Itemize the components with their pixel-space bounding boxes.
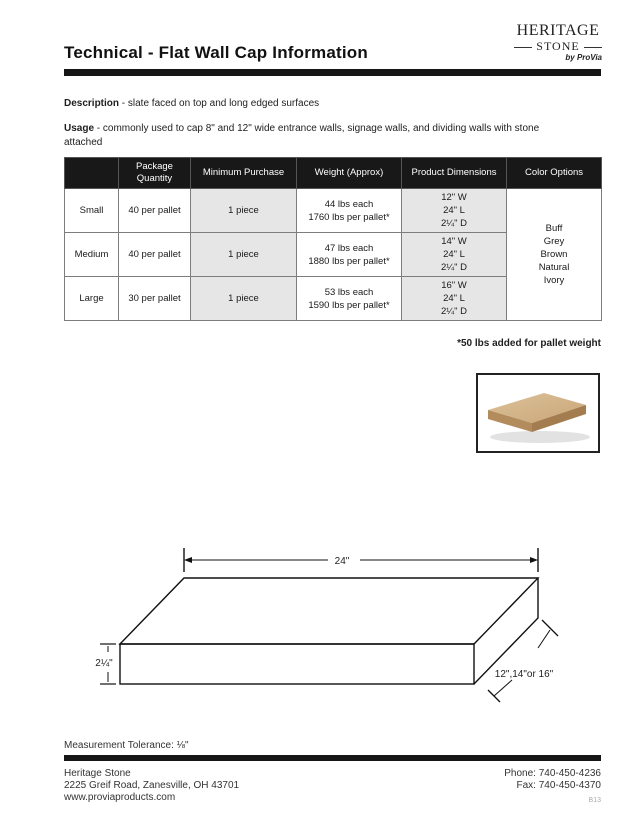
footer-phone: Phone: 740-450-4236	[504, 768, 601, 779]
dim-depth: 2¼" D	[440, 306, 468, 317]
dim-length: 24" L	[443, 293, 465, 304]
description-text: - slate faced on top and long edged surfaces	[119, 98, 320, 109]
dim-length: 24" L	[443, 205, 465, 216]
footer-website-link[interactable]: www.proviaproducts.com	[64, 792, 176, 803]
wall-cap-dimension-drawing	[60, 540, 560, 715]
weight-each: 47 lbs each	[324, 242, 374, 254]
heritage-stone-logo	[508, 22, 608, 72]
dim-depth: 2¼" D	[440, 262, 468, 273]
weight-cell	[297, 189, 402, 233]
color-option: Buff	[545, 223, 563, 234]
color-option: Natural	[538, 262, 570, 273]
color-option: Grey	[543, 236, 565, 247]
header-product-dimensions: Product Dimensions	[402, 158, 507, 189]
dimensions-cell	[402, 277, 507, 321]
header-size	[65, 158, 119, 189]
logo-provia-text: by ProVia	[565, 53, 602, 62]
minimum-cell: 1 piece	[191, 233, 297, 277]
wall-cap-outline	[120, 578, 538, 684]
description-paragraph	[64, 97, 574, 111]
size-cell: Medium	[65, 233, 119, 277]
usage-paragraph	[64, 122, 574, 150]
width-dimension-line	[488, 620, 558, 702]
table-row	[65, 189, 602, 233]
page-title: Technical - Flat Wall Cap Information	[64, 43, 368, 62]
weight-cell	[297, 277, 402, 321]
dim-length: 24" L	[443, 249, 465, 260]
logo-stone-text: STONE	[508, 39, 608, 54]
minimum-cell: 1 piece	[191, 189, 297, 233]
pallet-weight-note: *50 lbs added for pallet weight	[457, 338, 601, 349]
page-number: B13	[588, 797, 601, 804]
length-dimension-line	[184, 548, 538, 572]
header-minimum-purchase: Minimum Purchase	[191, 158, 297, 189]
dim-width: 14" W	[441, 236, 467, 247]
table-header-row	[65, 158, 602, 189]
usage-label: Usage	[64, 123, 95, 134]
footer-contact-block	[504, 768, 601, 792]
package-cell: 40 per pallet	[119, 233, 191, 277]
weight-pallet: 1590 lbs per pallet*	[308, 299, 390, 311]
package-cell: 40 per pallet	[119, 189, 191, 233]
specification-table	[64, 157, 602, 321]
dimensions-cell	[402, 189, 507, 233]
package-cell: 30 per pallet	[119, 277, 191, 321]
header-package-quantity: Package Quantity	[119, 158, 191, 189]
header-weight: Weight (Approx)	[297, 158, 402, 189]
height-label: 2¼"	[95, 658, 113, 669]
footer-address-block	[64, 768, 239, 804]
weight-cell	[297, 233, 402, 277]
size-cell: Large	[65, 277, 119, 321]
title-divider	[64, 69, 601, 76]
weight-each: 53 lbs each	[324, 286, 374, 298]
minimum-cell: 1 piece	[191, 277, 297, 321]
product-photo	[476, 373, 600, 453]
dim-depth: 2¼" D	[440, 218, 468, 229]
size-cell: Small	[65, 189, 119, 233]
color-options-cell	[507, 189, 602, 321]
color-option: Brown	[540, 249, 568, 260]
length-label: 24"	[334, 556, 350, 567]
dim-width: 16" W	[441, 280, 467, 291]
weight-each: 44 lbs each	[324, 198, 374, 210]
footer-company: Heritage Stone	[64, 768, 131, 779]
weight-pallet: 1880 lbs per pallet*	[308, 255, 390, 267]
usage-text: - commonly used to cap 8" and 12" wide entrance walls, signage walls, and dividing walls with stone attached	[64, 123, 540, 148]
footer-fax: Fax: 740-450-4370	[516, 780, 601, 791]
footer-divider	[64, 755, 601, 761]
header-color-options: Color Options	[507, 158, 602, 189]
wall-cap-photo-graphic	[478, 375, 598, 451]
logo-heritage-text: HERITAGE	[516, 22, 600, 39]
width-label: 12",14"or 16"	[494, 669, 554, 680]
footer-address: 2225 Greif Road, Zanesville, OH 43701	[64, 780, 240, 791]
measurement-tolerance: Measurement Tolerance: ⅛"	[64, 740, 189, 751]
color-option: Ivory	[543, 275, 565, 286]
description-label: Description	[64, 98, 120, 109]
dimensions-cell	[402, 233, 507, 277]
weight-pallet: 1760 lbs per pallet*	[308, 211, 390, 223]
dim-width: 12" W	[441, 192, 467, 203]
